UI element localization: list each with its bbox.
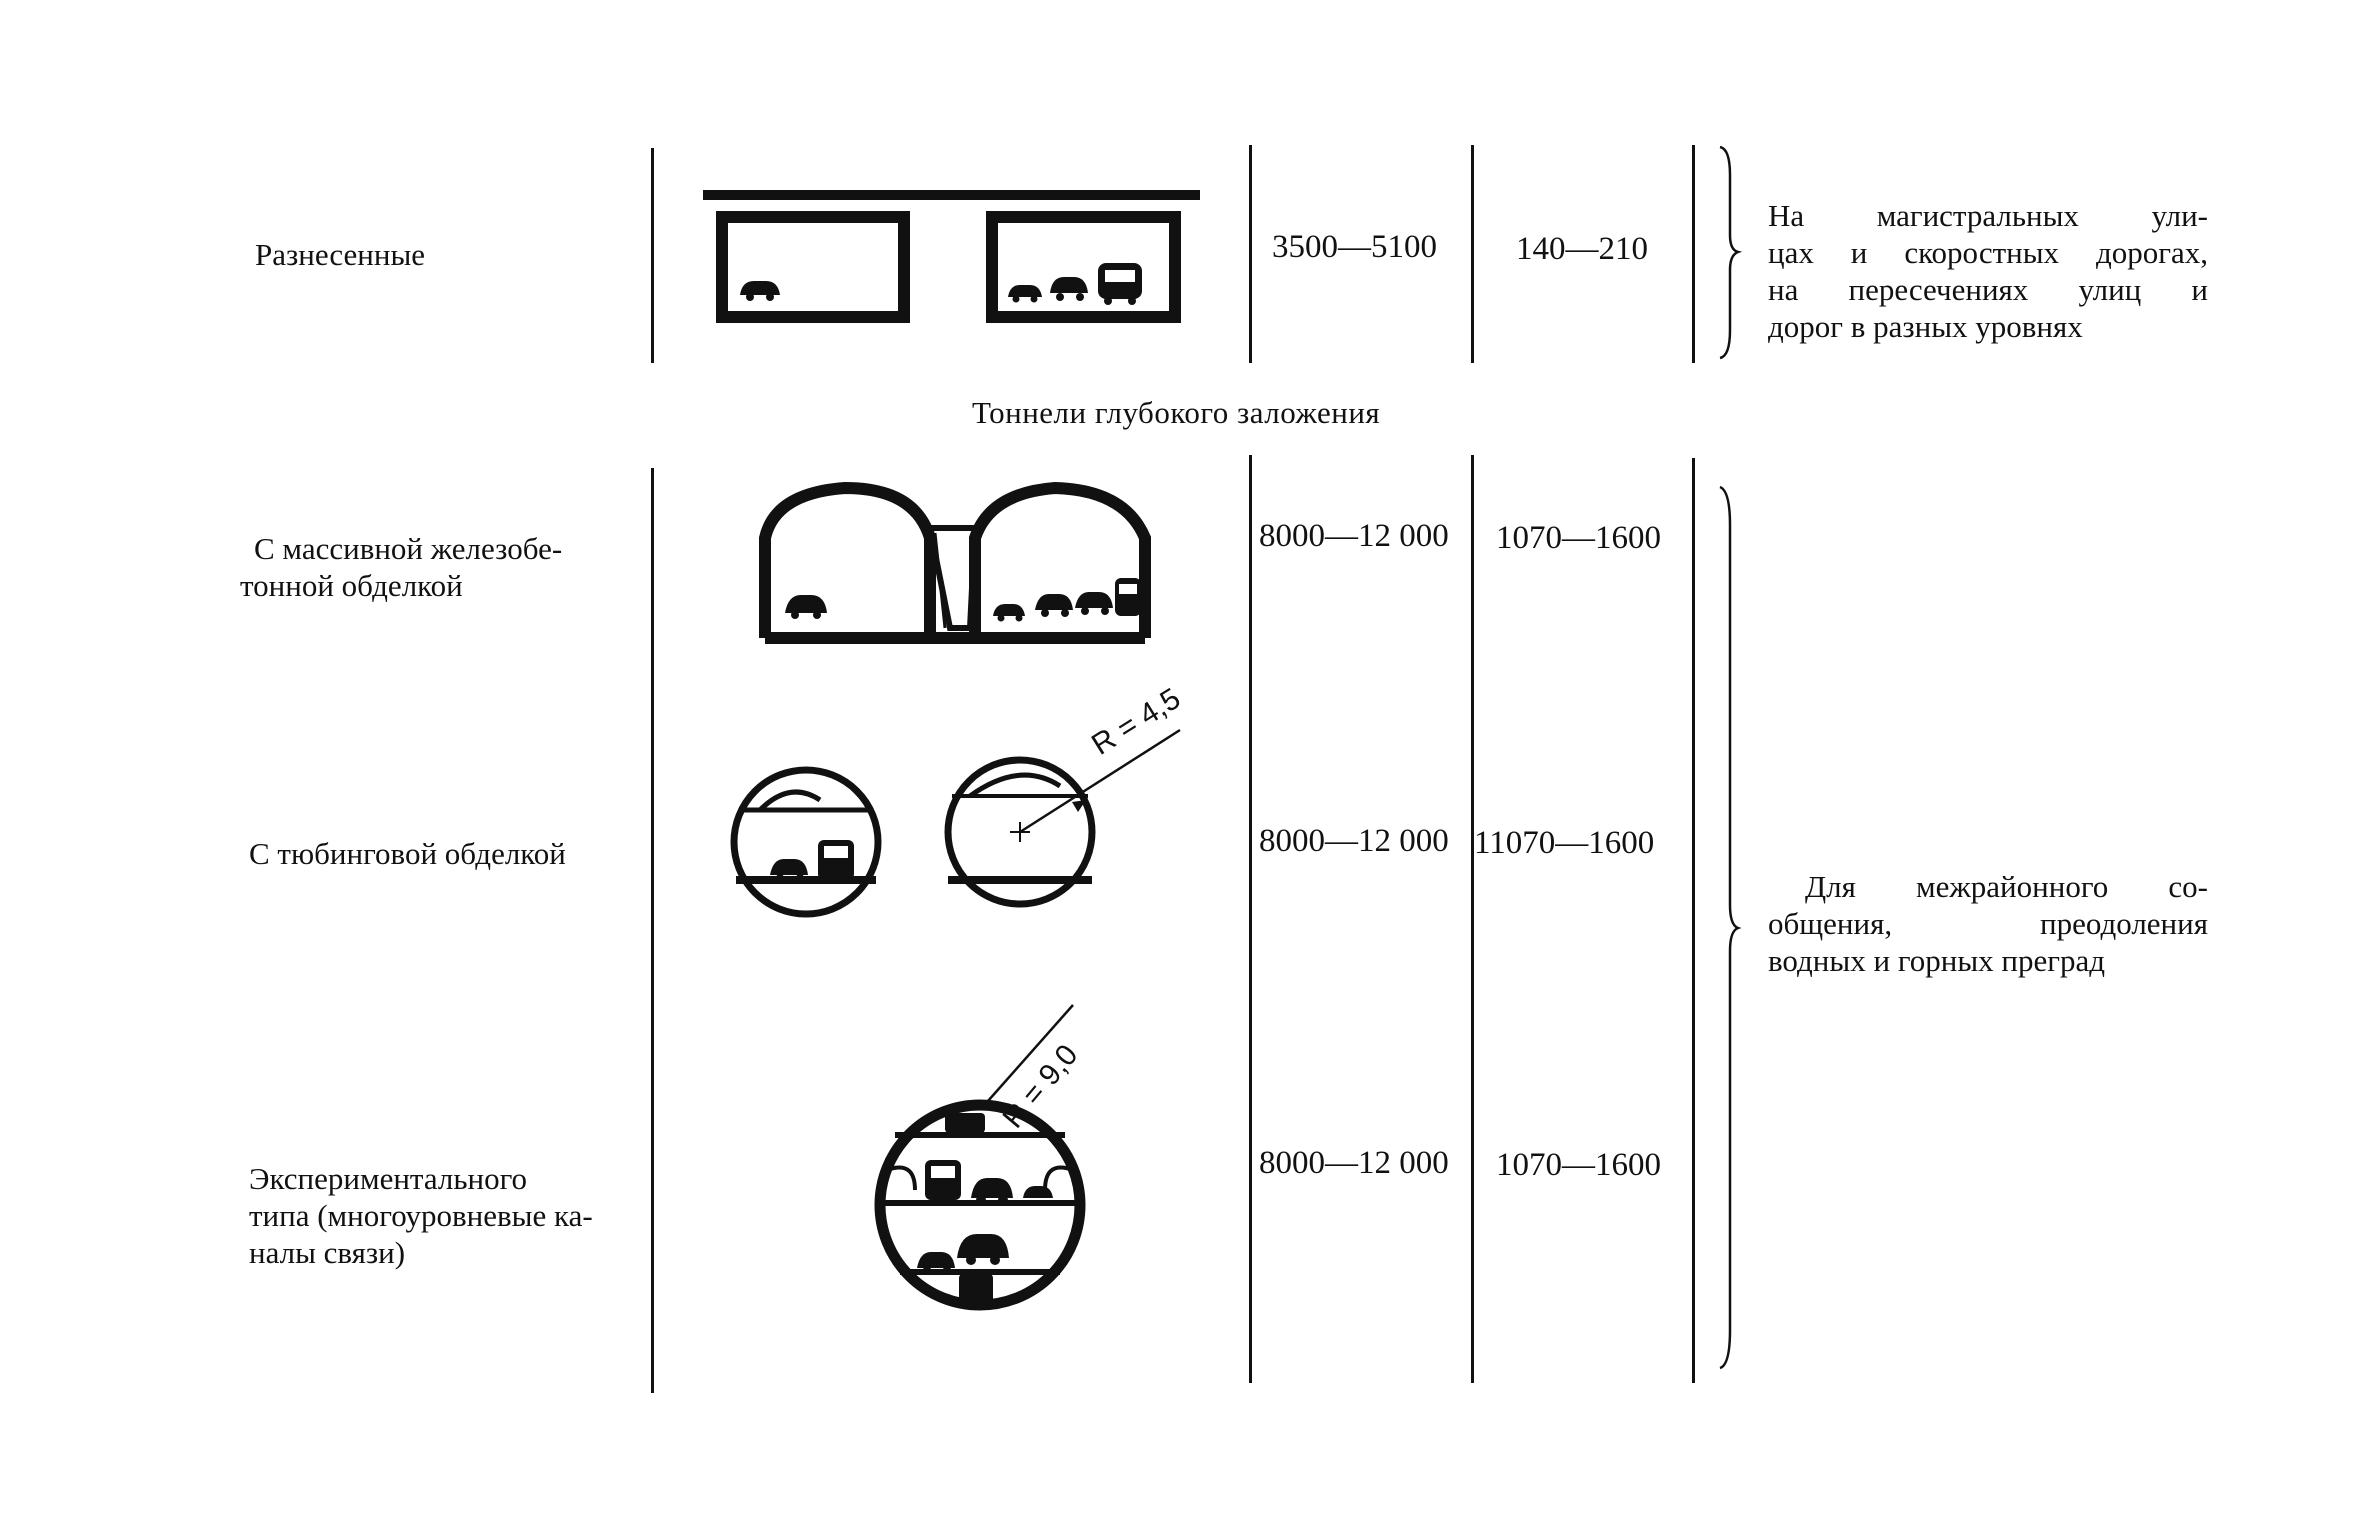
- row-name-massive: [240, 530, 563, 604]
- application-line: На магистральных ули-: [1768, 198, 2208, 233]
- bracket-group-1: [1718, 145, 1742, 360]
- table-divider: [1692, 145, 1695, 363]
- application-line: на пересечениях улиц и: [1768, 272, 2208, 307]
- application-text-1: [1768, 197, 2208, 345]
- application-text-2: [1768, 868, 2208, 979]
- massive-lining-tunnel-drawing: [755, 478, 1160, 648]
- radius-label-large: R = 9,0: [996, 1038, 1085, 1135]
- row-cost2: 11070—1600: [1474, 825, 1655, 861]
- row-name-segmental: С тюбинговой обделкой: [249, 836, 566, 871]
- row-name-line: типа (многоуровневые ка-: [249, 1198, 593, 1233]
- application-line: цах и скоростных дорогах,: [1768, 235, 2208, 270]
- row-cost: 8000—12 000: [1259, 518, 1449, 554]
- table-divider: [1471, 145, 1474, 363]
- table-divider: [1249, 145, 1252, 363]
- row-cost: 8000—12 000: [1259, 1145, 1449, 1181]
- row-name-experimental: [249, 1160, 593, 1271]
- bracket-group-2: [1718, 485, 1742, 1370]
- row-name-line: налы связи): [249, 1235, 406, 1270]
- row-cost: 8000—12 000: [1259, 823, 1449, 859]
- separated-tunnels-drawing: [700, 185, 1205, 325]
- table-divider: [651, 468, 654, 1393]
- application-line: Для межрайонного со-: [1805, 869, 2208, 904]
- table-divider: [651, 148, 654, 363]
- table-divider: [1471, 455, 1474, 1383]
- application-line: водных и горных преград: [1768, 943, 2106, 978]
- row-cost2: 140—210: [1516, 231, 1648, 267]
- row-name-line: С массивной железобе-: [254, 531, 563, 566]
- section-title: Тоннели глубокого заложения: [972, 395, 1381, 430]
- row-name-separated: Разнесенные: [255, 237, 426, 272]
- table-divider: [1692, 458, 1695, 1383]
- table-divider: [1249, 455, 1252, 1383]
- row-cost: 3500—5100: [1272, 229, 1437, 265]
- row-name-line: тонной обделкой: [240, 568, 463, 603]
- row-cost2: 1070—1600: [1496, 520, 1661, 556]
- row-cost2: 1070—1600: [1496, 1147, 1661, 1183]
- radius-label-small: R = 4,5: [1086, 681, 1187, 762]
- row-name-line: Экспериментального: [249, 1161, 528, 1196]
- application-line: общения, преодоления: [1768, 906, 2208, 941]
- application-line: дорог в разных уровнях: [1768, 309, 2083, 344]
